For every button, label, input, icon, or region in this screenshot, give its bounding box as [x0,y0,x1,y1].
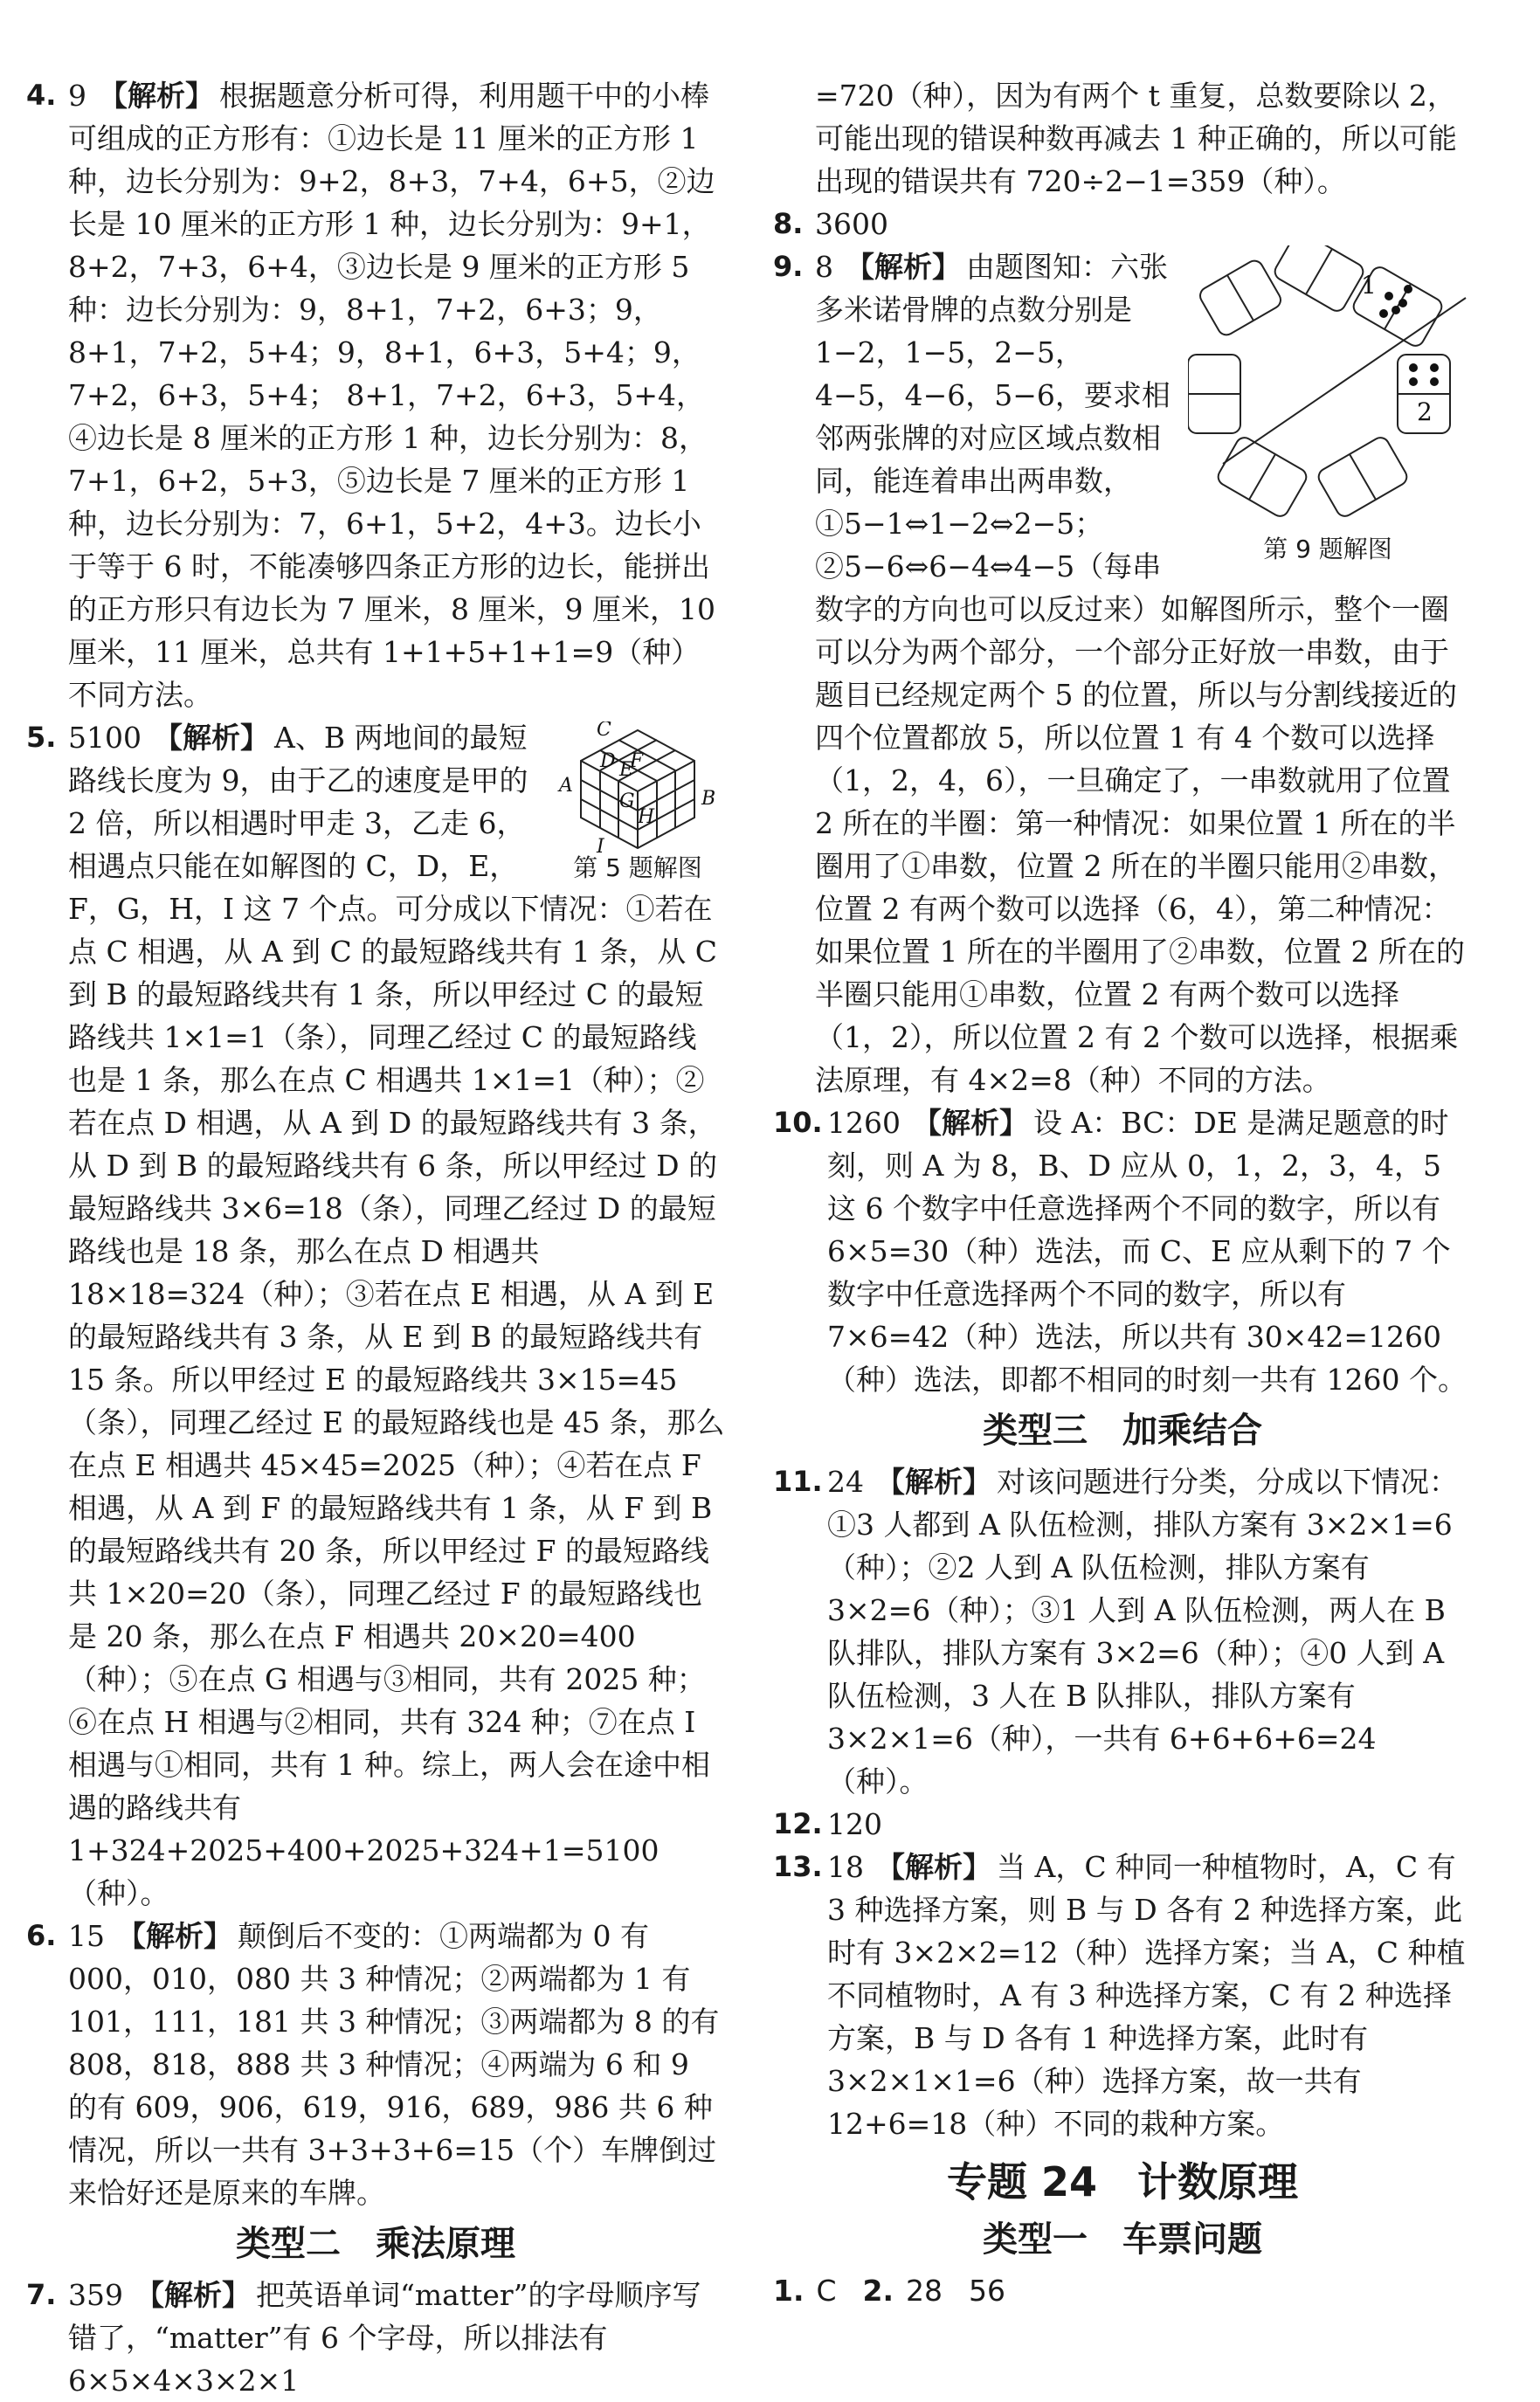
label-i: I [597,836,604,852]
answer: 5100 [68,721,142,755]
cube-path-diagram [555,721,721,852]
domino-ring-diagram [1188,245,1467,534]
position-1-label: 1 [1361,271,1377,300]
analysis-text: 颠倒后不变的：①两端都为 0 有 000，010，080 共 3 种情况；②两端都为 1 有 101，111，181 共 3 种情况；③两端都为 8 的有 808，818，888 共 3 种情况；④两端为 6 和 9 的有 609，906，619，916，689，986 共 6 种情况，所以一共有 3+3+3+6=15（个）车牌倒过来恰好还是原来的车牌。 [68,1919,720,2210]
analysis-text: 对该问题进行分类，分成以下情况：①3 人都到 A 队伍检测，排队方案有 3×2×1=6（种）；②2 人到 A 队伍检测，排队方案有 3×2=6（种）；③1 人到 A 队伍检测，两人在 B 队排队，排队方案有 3×2=6（种）；④0 人到 A 队伍检测，3 人在 B 队排队，排队方案有 3×2×1=6（种），一共有 6+6+6+6=24（种）。 [827,1465,1458,1798]
question-10 [773,1101,1472,1401]
label-e: E [619,759,634,781]
label-b: B [701,788,716,810]
label-c: C [597,721,611,741]
position-2-label: 2 [1417,397,1433,426]
answer: 15 [68,1919,105,1953]
question-number: 10. [773,1106,823,1139]
question-number: 11. [773,1465,823,1498]
answer: 3600 [815,207,888,241]
analysis-text: 设 A：BC：DE 是满足题意的时刻，则 A 为 8，B、D 应从 0，1，2，3，4，5 这 6 个数字中任意选择两个不同的数字，所以有 6×5=30（种）选法，而 C、E 应从剩下的 7 个数字中任意选择两个不同的数字，所以有 7×6=42（种）选法，所以共有 30×42=1260（种）选法，即都不相同的时刻一共有 1260 个。 [827,1106,1467,1397]
label-f: F [630,750,644,772]
analysis-tag: 【解析】 [912,1106,1028,1140]
answer: 24 [827,1465,864,1499]
answer: 8 [815,250,833,284]
figure-caption: 第 5 题解图 [573,853,702,882]
analysis-text: 当 A，C 种同一种植物时，A，C 有 3 种选择方案，则 B 与 D 各有 2 种选择方案，此时有 3×2×2=12（种）选择方案；当 A，C 种植不同植物时，A 有 3 种选择方案，C 有 2 种选择方案，B 与 D 各有 1 种选择方案，此时有 3×2×1×1=6（种）选择方案，故一共有 12+6=18（种）不同的栽种方案。 [827,1850,1466,2141]
answer: 9 [68,79,86,113]
figure-5 [550,721,725,884]
question-number: 8. [773,207,804,240]
left-column [26,74,725,2402]
answer: 359 [68,2278,123,2312]
question-number: 13. [773,1850,823,1883]
analysis-text: 把英语单词“matter”的字母顺序写错了，“matter”有 6 个字母，所以排法有 6×5×4×3×2×1 [68,2278,701,2398]
question-number: 6. [26,1919,57,1952]
answer: 18 [827,1850,864,1884]
label-d: D [600,750,616,772]
question-number: 4. [26,79,57,112]
answer: 1260 [827,1106,901,1140]
question-7 [26,2274,725,2402]
analysis-tag: 【解析】 [876,1465,991,1499]
answer: 120 [827,1807,882,1841]
question-number: 7. [26,2278,57,2311]
answer: 56 [969,2274,1006,2308]
section-heading-type-3: 类型三 加乘结合 [983,1411,1262,1451]
section-heading-type-1: 类型一 车票问题 [983,2219,1262,2260]
analysis-text: =720（种），因为有两个 t 重复，总数要除以 2，可能出现的错误种数再减去 1 种正确的，所以可能出现的错误共有 720÷2−1=359（种）。 [815,79,1457,198]
question-number: 1. [773,2274,805,2308]
answer: C [816,2274,837,2308]
topic-heading: 专题 24 计数原理 [946,2158,1299,2205]
figure-9 [1184,245,1472,565]
analysis-text: 根据题意分析可得，利用题干中的小棒可组成的正方形有：①边长是 11 厘米的正方形 1 种，边长分别为：9+2，8+3，7+4，6+5，②边长是 10 厘米的正方形 1 种，边长分别为：9+1，8+2，7+3，6+4，③边长是 9 厘米的正方形 5 种：边长分别为：9，8+1，7+2，6+3；9，8+1，7+2，5+4；9，8+1，6+3，5+4；9，7+2，6+3，5+4； 8+1，7+2，6+3，5+4，④边长是 8 厘米的正方形 1 种，边长分别为：8，7+1，6+2，5+3，⑤边长是 7 厘米的正方形 1 种，边长分别为：7，6+1，5+2，4+3。边长小于等于 6 时，不能凑够四条正方形的边长，能拼出的正方形只有边长为 7 厘米，8 厘米，9 厘米，10 厘米，11 厘米，总共有 1+1+5+1+1=9（种）不同方法。 [68,79,715,712]
label-h: H [638,806,655,828]
analysis-tag: 【解析】 [153,721,269,755]
question-11 [773,1460,1472,1803]
answer: 28 [906,2274,943,2308]
answer-row [773,2269,1472,2312]
analysis-tag: 【解析】 [135,2278,251,2312]
analysis-text: 由题图知：六张多米诺骨牌的点数分别是 1−2，1−5，2−5，4−5，4−6，5−6，要求相邻两张牌的对应区域点数相同，能连着串出两串数，①5−1⇔1−2⇔2−5；②5−6⇔6−4⇔4−5（每串数字的方向也可以反过来）如解图所示，整个一圈可以分为两个部分，一个部分正好放一串数，由于题目已经规定两个 5 的位置，所以与分割线接近的四个位置都放 5，所以位置 1 有 4 个数可以选择（1，2，4，6），一旦确定了，一串数就用了位置 2 所在的半圈：第一种情况：如果位置 1 所在的半圈用了①串数，位置 2 所在的半圈只能用②串数，位置 2 有两个数可以选择（6，4），第二种情况：如果位置 1 所在的半圈用了②串数，位置 2 所在的半圈只能用①串数，位置 2 有两个数可以选择（1，2），所以位置 2 有 2 个数可以选择，根据乘法原理，有 4×2=8（种）不同的方法。 [815,250,1465,1097]
right-column [773,74,1472,2312]
question-number: 2. [862,2274,894,2308]
question-number: 9. [773,250,804,283]
analysis-tag: 【解析】 [99,79,214,113]
question-13 [773,1846,1472,2145]
section-heading-type-2: 类型二 乘法原理 [236,2224,515,2264]
question-6 [26,1915,725,2214]
analysis-text: A、B 两地间的最短路线长度为 9，由于乙的速度是甲的 2 倍，所以相遇时甲走 3，乙走 6，相遇点只能在如解图的 C，D，E，F，G，H，I 这 7 个点。可分成以下情况：①若在点 C 相遇，从 A 到 C 的最短路线共有 1 条，从 C 到 B 的最短路线共有 1 条，所以甲经过 C 的最短路线共 1×1=1（条），同理乙经过 C 的最短路线也是 1 条，那么在点 C 相遇共 1×1=1（种）；②若在点 D 相遇，从 A 到 D 的最短路线共有 3 条，从 D 到 B 的最短路线共有 6 条，所以甲经过 D 的最短路线共 3×6=18（条），同理乙经过 D 的最短路线也是 18 条，那么在点 D 相遇共 18×18=324（种）；③若在点 E 相遇，从 A 到 E 的最短路线共有 3 条，从 E 到 B 的最短路线共有 15 条。所以甲经过 E 的最短路线共 3×15=45（条），同理乙经过 E 的最短路线也是 45 条，那么在点 E 相遇共 45×45=2025（种）；④若在点 F 相遇，从 A 到 F 的最短路线共有 1 条，从 F 到 B 的最短路线共有 20 条，所以甲经过 F 的最短路线共 1×20=20（条），同理乙经过 F 的最短路线也是 20 条，那么在点 F 相遇共 20×20=400（种）；⑤在点 G 相遇与③相同，共有 2025 种；⑥在点 H 相遇与②相同，共有 324 种；⑦在点 I 相遇与①相同，共有 1 种。综上，两人会在途中相遇的路线共有 1+324+2025+400+2025+324+1=5100（种）。 [68,721,725,1910]
question-12 [773,1803,1472,1846]
question-5 [26,716,725,1915]
label-a: A [559,775,573,797]
analysis-tag: 【解析】 [117,1919,232,1953]
label-g: G [619,790,635,812]
question-9 [773,245,1472,1101]
question-number: 5. [26,721,57,754]
question-number: 12. [773,1807,823,1840]
figure-caption: 第 9 题解图 [1263,535,1392,563]
analysis-tag: 【解析】 [876,1850,991,1884]
question-8 [773,203,1472,245]
analysis-tag: 【解析】 [846,250,961,284]
question-4 [26,74,725,716]
question-7-continued [773,74,1472,203]
